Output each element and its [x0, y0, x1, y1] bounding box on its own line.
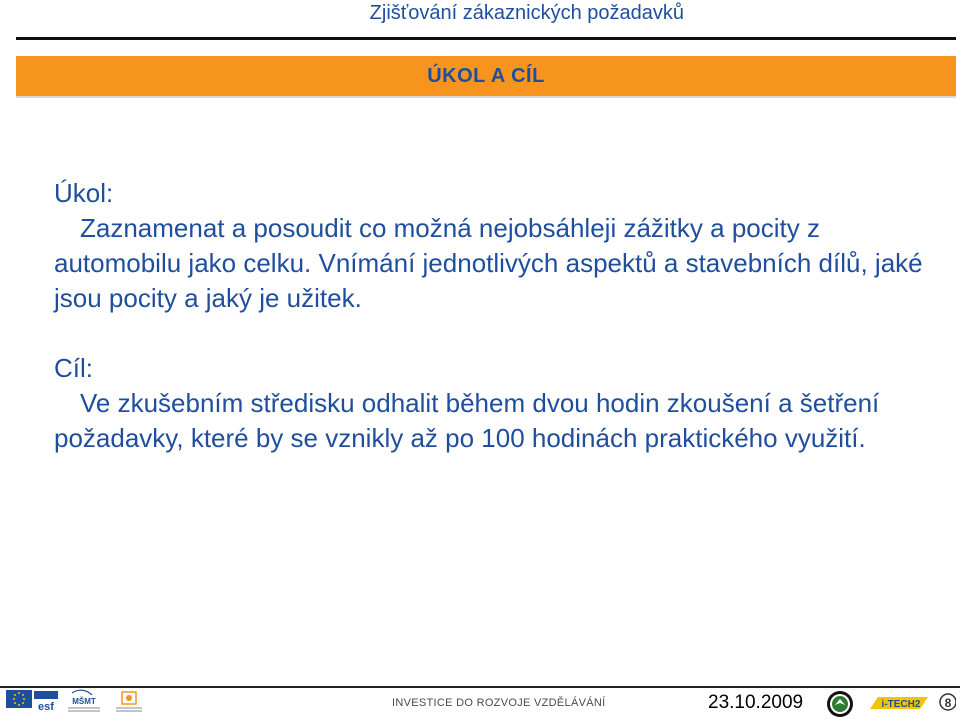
itech-logo: [868, 693, 936, 713]
footer-date: 23.10.2009: [708, 692, 804, 713]
section-gap: [54, 316, 944, 351]
esf-logo-text: esf: [38, 701, 54, 713]
banner-title: ÚKOL A CÍL: [427, 65, 545, 87]
footer-divider: [0, 686, 960, 688]
skoda-logo: [826, 690, 854, 718]
cil-label: Cíl:: [54, 353, 93, 383]
header-title: Zjišťování zákaznických požadavků: [369, 2, 684, 24]
cil-text: Ve zkušebním středisku odhalit během dvou hodin zkoušení a šetření požadavky, které by se vznikly až po 100 hodinách praktického využití.: [54, 388, 880, 453]
ministry-logo: [64, 689, 104, 715]
ukol-label: Úkol:: [54, 178, 114, 208]
op-logo: [114, 690, 144, 714]
slide-content: [54, 176, 944, 456]
itech-logo-text: i-TECH2: [881, 699, 921, 710]
esf-logo: [34, 691, 58, 713]
ministry-logo-text: MŠMT: [72, 697, 96, 706]
footer-program-text: INVESTICE DO ROZVOJE VZDĚLÁVÁNÍ: [392, 697, 606, 709]
section-banner: [16, 56, 956, 98]
eu-flag-logo: [6, 690, 32, 708]
page-number: [930, 688, 956, 716]
ukol-text: Zaznamenat a posoudit co možná nejobsáhleji zážitky a pocity z automobilu jako celku. Vnímání jednotlivých aspektů a stavebních dílů, jaké jsou pocity a jaký je užitek.: [54, 213, 923, 313]
header-divider: [16, 37, 956, 40]
page-number-text: 8: [944, 696, 952, 710]
